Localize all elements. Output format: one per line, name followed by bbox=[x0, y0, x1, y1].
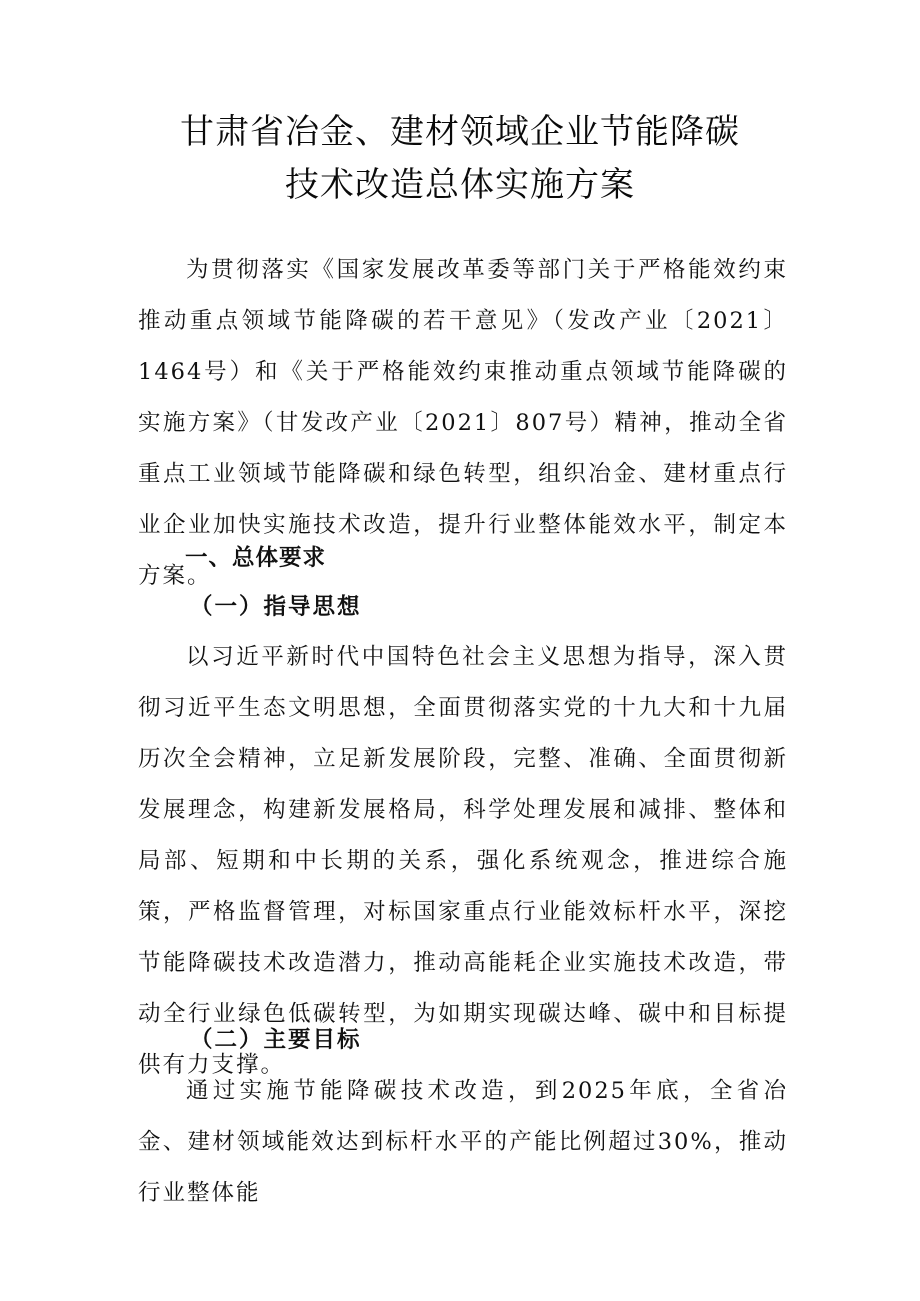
document-title-line2: 技术改造总体实施方案 bbox=[285, 165, 635, 205]
main-goals-paragraph: 通过实施节能降碳技术改造，到2025年底，全省冶金、建材领域能效达到标杆水平的产能比例超过30%，推动行业整体能 bbox=[138, 1078, 788, 1206]
guiding-ideology-paragraph: 以习近平新时代中国特色社会主义思想为指导，深入贯彻习近平生态文明思想，全面贯彻落实党的十九大和十九届历次全会精神，立足新发展阶段，完整、准确、全面贯彻新发展理念，构建新发展格局，科学处理发展和减排、整体和局部、短期和中长期的关系，强化系统观念，推进综合施策，严格监督管理，对标国家重点行业能效标杆水平，深挖节能降碳技术改造潜力，推动高能耗企业实施技术改造，带动全行业绿色低碳转型，为如期实现碳达峰、碳中和目标提供有力支撑。 bbox=[138, 644, 788, 1078]
subsection-heading-guiding-ideology: （一）指导思想 bbox=[190, 594, 362, 620]
section-heading-general-requirements: 一、总体要求 bbox=[185, 545, 327, 571]
document-title-line1: 甘肃省冶金、建材领域企业节能降碳 bbox=[180, 112, 740, 152]
intro-paragraph: 为贯彻落实《国家发展改革委等部门关于严格能效约束推动重点领域节能降碳的若干意见》（发改产业〔2021〕1464号）和《关于严格能效约束推动重点领域节能降碳的实施方案》（甘发改产业〔2021〕807号）精神，推动全省重点工业领域节能降碳和绿色转型，组织冶金、建材重点行业企业加快实施技术改造，提升行业整体能效水平，制定本方案。 bbox=[138, 257, 788, 589]
subsection-heading-main-goals: （二）主要目标 bbox=[190, 1027, 362, 1053]
